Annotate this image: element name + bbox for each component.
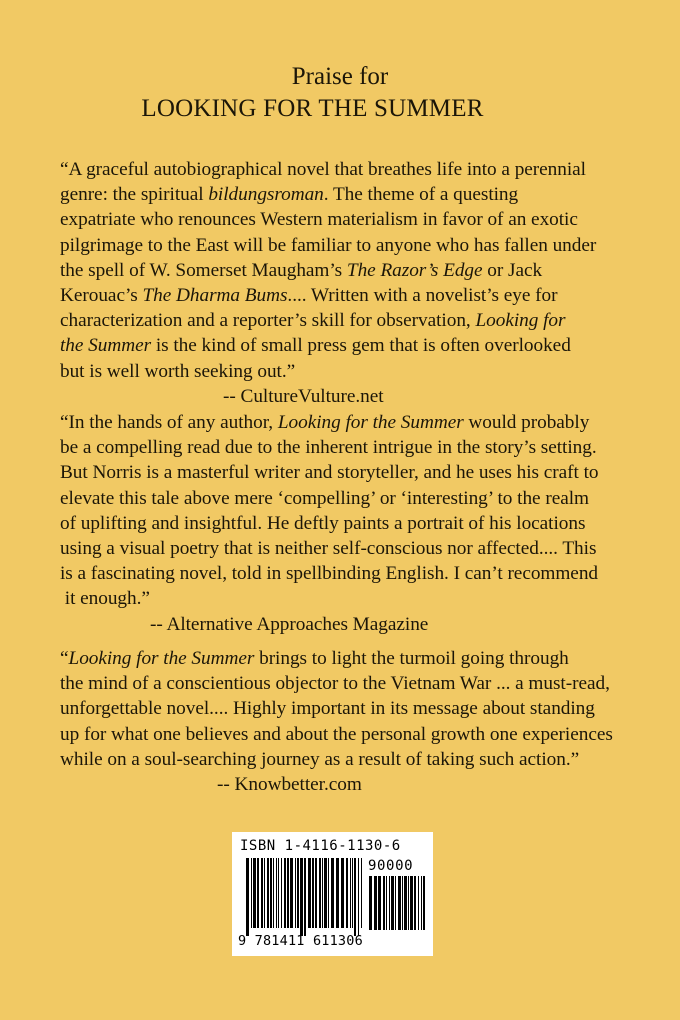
barcode-bar (315, 858, 317, 928)
barcode-bar (253, 858, 256, 928)
praise-heading: Praise for (291, 63, 389, 90)
barcode-bar (395, 876, 396, 930)
review-alternative-approaches (60, 410, 660, 637)
review-knowbetter (60, 646, 660, 797)
barcode-bar (358, 858, 359, 936)
barcode-bar (391, 876, 394, 930)
barcode-bar (270, 858, 272, 928)
review-line: But Norris is a masterful writer and storyteller, and he uses his craft to (60, 462, 599, 484)
review-attribution: -- Alternative Approaches Magazine (150, 613, 429, 635)
barcode-bar (410, 876, 413, 930)
barcode-bar (350, 858, 351, 928)
barcode-bar (361, 858, 362, 928)
barcode-bar (402, 876, 403, 930)
barcode-bar (290, 858, 293, 928)
barcode-bar (284, 858, 286, 928)
review-line: it enough.” (60, 588, 150, 610)
review-line: pilgrimage to the East will be familiar to anyone who has fallen under (60, 234, 597, 256)
review-line: “A graceful autobiographical novel that breathes life into a perennial (60, 159, 586, 180)
ean-digits: 9 781411 611306 (238, 933, 363, 949)
barcode-bar (369, 876, 372, 930)
barcode-bar (421, 876, 422, 930)
price-code: 90000 (368, 858, 414, 874)
barcode-bar (251, 858, 252, 928)
barcode-bar (246, 858, 249, 936)
barcode-bar (389, 876, 390, 930)
review-line: genre: the spiritual bildungsroman. The theme of a questing (60, 184, 519, 206)
review-line: the mind of a conscientious objector to the Vietnam War ... a must-read, (60, 673, 610, 695)
barcode-bar (308, 858, 311, 928)
barcode-bar (336, 858, 339, 928)
isbn-barcode (232, 832, 433, 956)
review-line: using a visual poetry that is neither self-conscious nor affected.... This (60, 538, 597, 560)
barcode-bar (386, 876, 387, 930)
barcode-bar (328, 858, 329, 928)
barcode-bar (418, 876, 419, 930)
addon-barcode-bars (369, 876, 425, 930)
review-line: unforgettable novel.... Highly important in its message about standing (60, 698, 595, 720)
barcode-bar (276, 858, 277, 928)
review-line: “In the hands of any author, Looking for the Summer would probably (60, 412, 590, 433)
barcode-bar (295, 858, 296, 928)
review-line: be a compelling read due to the inherent intrigue in the story’s setting. (60, 437, 597, 459)
review-culturevulture (60, 157, 660, 409)
barcode-bar (374, 876, 377, 930)
review-attribution: -- CultureVulture.net (223, 385, 384, 407)
isbn-label: ISBN 1-4116-1130-6 (240, 838, 401, 854)
review-line: up for what one believes and about the personal growth one experiences (60, 723, 613, 745)
ean-barcode-bars (246, 858, 362, 936)
barcode-bar (398, 876, 401, 930)
review-line: is a fascinating novel, told in spellbinding English. I can’t recommend (60, 563, 599, 585)
barcode-bar (423, 876, 425, 930)
review-line: elevate this tale above mere ‘compelling’ or ‘interesting’ to the realm (60, 487, 589, 509)
barcode-bar (257, 858, 259, 928)
barcode-bar (331, 858, 334, 928)
barcode-bar (352, 858, 353, 928)
review-line: of uplifting and insightful. He deftly paints a portrait of his locations (60, 512, 586, 534)
barcode-bar (261, 858, 263, 928)
review-line: characterization and a reporter’s skill for observation, Looking for (60, 310, 566, 332)
review-line: while on a soul-searching journey as a result of taking such action.” (60, 748, 580, 770)
barcode-bar (378, 876, 381, 930)
barcode-bar (287, 858, 289, 928)
barcode-bar (341, 858, 344, 928)
review-line: the Summer is the kind of small press gem that is often overlooked (60, 335, 571, 357)
barcode-bar (278, 858, 279, 928)
barcode-bar (354, 858, 356, 936)
barcode-bar (404, 876, 407, 930)
barcode-bar (273, 858, 274, 928)
barcode-bar (346, 858, 348, 928)
barcode-bar (264, 858, 265, 928)
review-line: but is well worth seeking out.” (60, 360, 296, 382)
barcode-bar (297, 858, 299, 928)
barcode-bar (383, 876, 385, 930)
barcode-bar (281, 858, 282, 928)
barcode-bar (267, 858, 269, 928)
review-line: “Looking for the Summer brings to light the turmoil going through (60, 648, 569, 669)
review-line: the spell of W. Somerset Maugham’s The Razor’s Edge or Jack (60, 259, 543, 281)
review-line: expatriate who renounces Western materialism in favor of an exotic (60, 209, 578, 231)
review-attribution: -- Knowbetter.com (217, 774, 362, 796)
barcode-bar (414, 876, 416, 930)
barcode-bar (408, 876, 409, 930)
review-line: Kerouac’s The Dharma Bums.... Written with a novelist’s eye for (60, 285, 558, 307)
barcode-bar (324, 858, 327, 928)
barcode-bar (300, 858, 303, 936)
barcode-bar (304, 858, 306, 936)
barcode-bar (312, 858, 314, 928)
book-title: LOOKING FOR THE SUMMER (141, 95, 484, 122)
barcode-bar (322, 858, 323, 928)
barcode-bar (319, 858, 321, 928)
